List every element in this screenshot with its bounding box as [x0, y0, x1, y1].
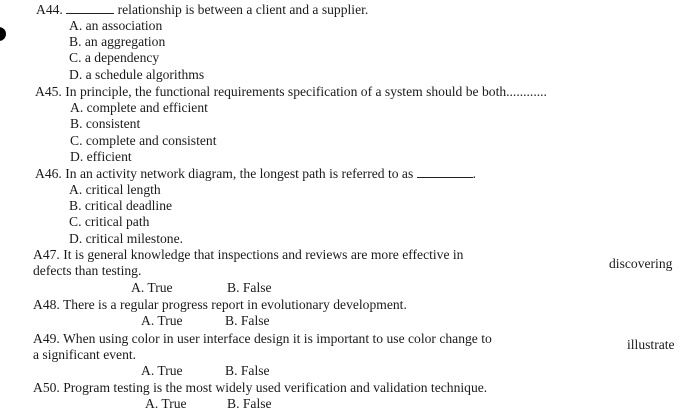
option-a44-d: D. a schedule algorithms [69, 67, 205, 82]
question-a50-stem [33, 380, 487, 396]
option-a46-b: B. critical deadline [69, 198, 173, 213]
question-a45-stem [35, 84, 547, 100]
question-number: A49. [33, 331, 60, 346]
option-a45-d: D. efficient [70, 149, 132, 164]
question-number: A44. [36, 2, 63, 17]
option-a50-b: B. False [227, 396, 272, 411]
question-a48-stem [33, 297, 407, 313]
option-a50-a: A. True [145, 396, 187, 411]
option-a44-c: C. a dependency [69, 50, 160, 65]
question-number: A47. [33, 247, 60, 262]
option-a45-b: B. consistent [70, 116, 141, 131]
page-edge-mark [0, 27, 6, 41]
question-text: There is a regular progress report in evolutionary development. [62, 297, 407, 312]
question-text: In an activity network diagram, the longest path is referred to as [65, 166, 414, 181]
question-a47-stem [33, 247, 463, 263]
option-a45-c: C. complete and consistent [70, 133, 217, 148]
question-a44-stem [36, 2, 368, 18]
option-a46-c: C. critical path [69, 214, 150, 229]
option-a44-b: B. an aggregation [69, 34, 166, 49]
question-number: A46. [35, 166, 62, 181]
question-a49-stem [33, 331, 492, 347]
option-a48-a: A. True [141, 313, 183, 328]
option-a46-d: D. critical milestone. [69, 231, 184, 246]
option-a44-a: A. an association [69, 18, 163, 33]
question-a46-stem [35, 166, 476, 182]
option-a48-b: B. False [225, 313, 270, 328]
question-a47-stem-continued: defects than testing. [33, 263, 142, 278]
option-a45-a: A. complete and efficient [70, 100, 208, 115]
question-text: It is general knowledge that inspections and reviews are more effective in [63, 247, 464, 262]
question-number: A48. [33, 297, 60, 312]
question-number: A50. [33, 380, 60, 395]
question-text: When using color in user interface design it is important to use color change to [62, 331, 492, 346]
option-a47-a: A. True [131, 280, 173, 295]
answer-blank [66, 2, 114, 14]
option-a46-a: A. critical length [69, 182, 161, 197]
question-a49-stem-continued: a significant event. [33, 347, 137, 362]
question-text: In principle, the functional requirements specification of a system should be both............ [65, 84, 547, 99]
margin-word-illustrate: illustrate [627, 337, 675, 352]
option-a47-b: B. False [227, 280, 272, 295]
margin-word-discovering: discovering [609, 256, 673, 271]
option-a49-b: B. False [225, 363, 270, 378]
question-text: Program testing is the most widely used verification and validation technique. [63, 380, 488, 395]
question-end-mark: . [472, 166, 477, 181]
question-number: A45. [35, 84, 62, 99]
option-a49-a: A. True [141, 363, 183, 378]
answer-blank [417, 166, 473, 178]
question-text: relationship is between a client and a supplier. [117, 2, 369, 17]
